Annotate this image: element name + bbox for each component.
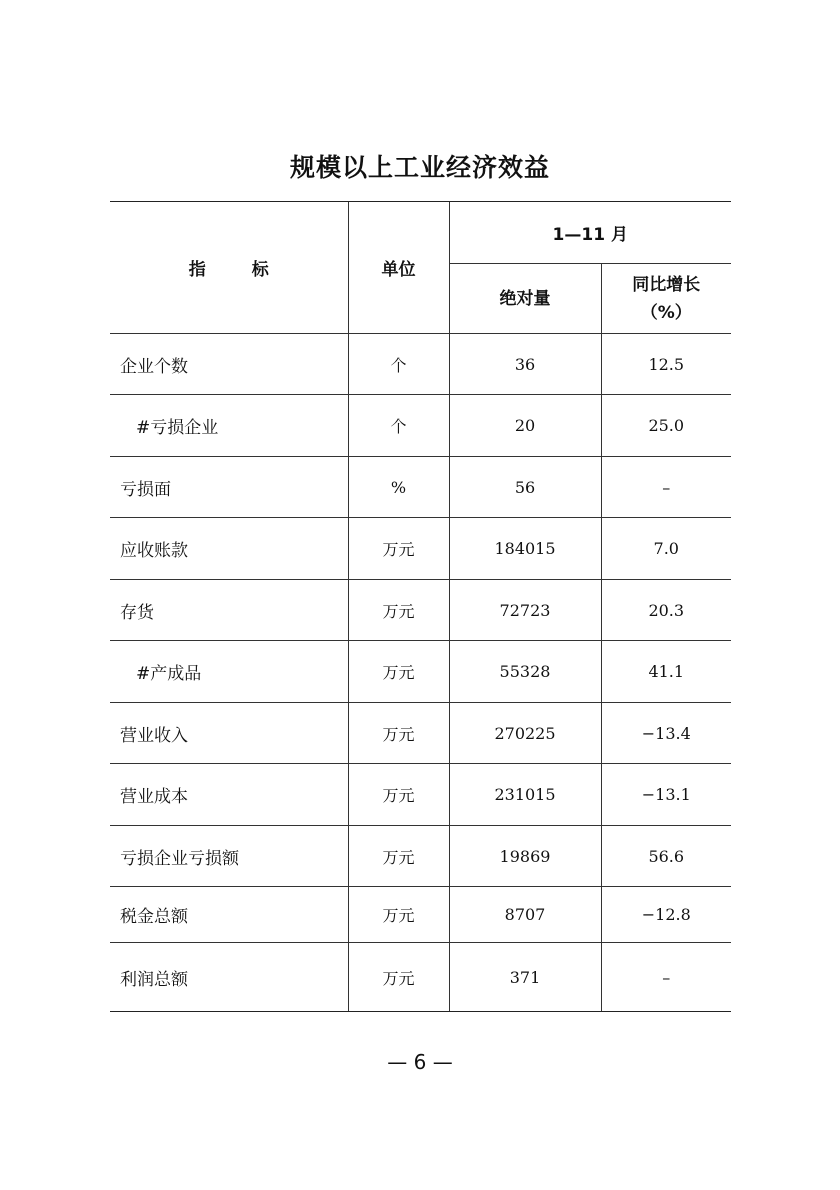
row-name: 亏损企业亏损额	[110, 826, 348, 887]
row-name: 利润总额	[110, 943, 348, 1012]
header-indicator: 指 标	[110, 202, 348, 334]
row-value: 19869	[449, 826, 601, 887]
row-growth: –	[601, 457, 731, 518]
row-name: 存货	[110, 580, 348, 641]
page-title: 规模以上工业经济效益	[289, 153, 550, 182]
row-unit: 万元	[348, 518, 449, 580]
row-growth: 20.3	[601, 580, 731, 641]
table-row	[110, 334, 731, 395]
economic-benefits-table	[110, 201, 731, 1012]
table-row	[110, 703, 731, 764]
row-unit: 万元	[348, 641, 449, 703]
table-row	[110, 826, 731, 887]
row-value: 270225	[449, 703, 601, 764]
row-name: 亏损面	[110, 457, 348, 518]
row-value: 8707	[449, 887, 601, 943]
row-value: 371	[449, 943, 601, 1012]
row-unit: 万元	[348, 580, 449, 641]
page-number: — 6 —	[387, 1050, 453, 1074]
row-name: 应收账款	[110, 518, 348, 580]
row-value: 56	[449, 457, 601, 518]
row-value: 36	[449, 334, 601, 395]
row-unit: 个	[348, 334, 449, 395]
header-growth: 同比增长 （%）	[601, 264, 731, 334]
table-row	[110, 395, 731, 457]
row-unit: 万元	[348, 887, 449, 943]
row-unit: 个	[348, 395, 449, 457]
row-unit: 万元	[348, 943, 449, 1012]
table-row	[110, 457, 731, 518]
row-name: #亏损企业	[110, 395, 348, 457]
row-value: 55328	[449, 641, 601, 703]
row-unit: %	[348, 457, 449, 518]
row-growth: 41.1	[601, 641, 731, 703]
header-period: 1—11 月	[449, 202, 731, 264]
row-unit: 万元	[348, 826, 449, 887]
row-name: 营业收入	[110, 703, 348, 764]
table-row	[110, 580, 731, 641]
table-row	[110, 764, 731, 826]
table-row	[110, 518, 731, 580]
row-growth: 7.0	[601, 518, 731, 580]
row-unit: 万元	[348, 703, 449, 764]
row-name: #产成品	[110, 641, 348, 703]
row-growth: −13.1	[601, 764, 731, 826]
header-absolute: 绝对量	[449, 264, 601, 334]
row-unit: 万元	[348, 764, 449, 826]
table-row	[110, 887, 731, 943]
row-growth: −13.4	[601, 703, 731, 764]
row-name: 税金总额	[110, 887, 348, 943]
row-value: 231015	[449, 764, 601, 826]
row-value: 20	[449, 395, 601, 457]
row-growth: 56.6	[601, 826, 731, 887]
table-row	[110, 641, 731, 703]
table-row	[110, 943, 731, 1012]
row-growth: –	[601, 943, 731, 1012]
row-name: 营业成本	[110, 764, 348, 826]
row-growth: 12.5	[601, 334, 731, 395]
row-name: 企业个数	[110, 334, 348, 395]
row-value: 184015	[449, 518, 601, 580]
row-growth: −12.8	[601, 887, 731, 943]
header-unit: 单位	[348, 202, 449, 334]
row-growth: 25.0	[601, 395, 731, 457]
row-value: 72723	[449, 580, 601, 641]
